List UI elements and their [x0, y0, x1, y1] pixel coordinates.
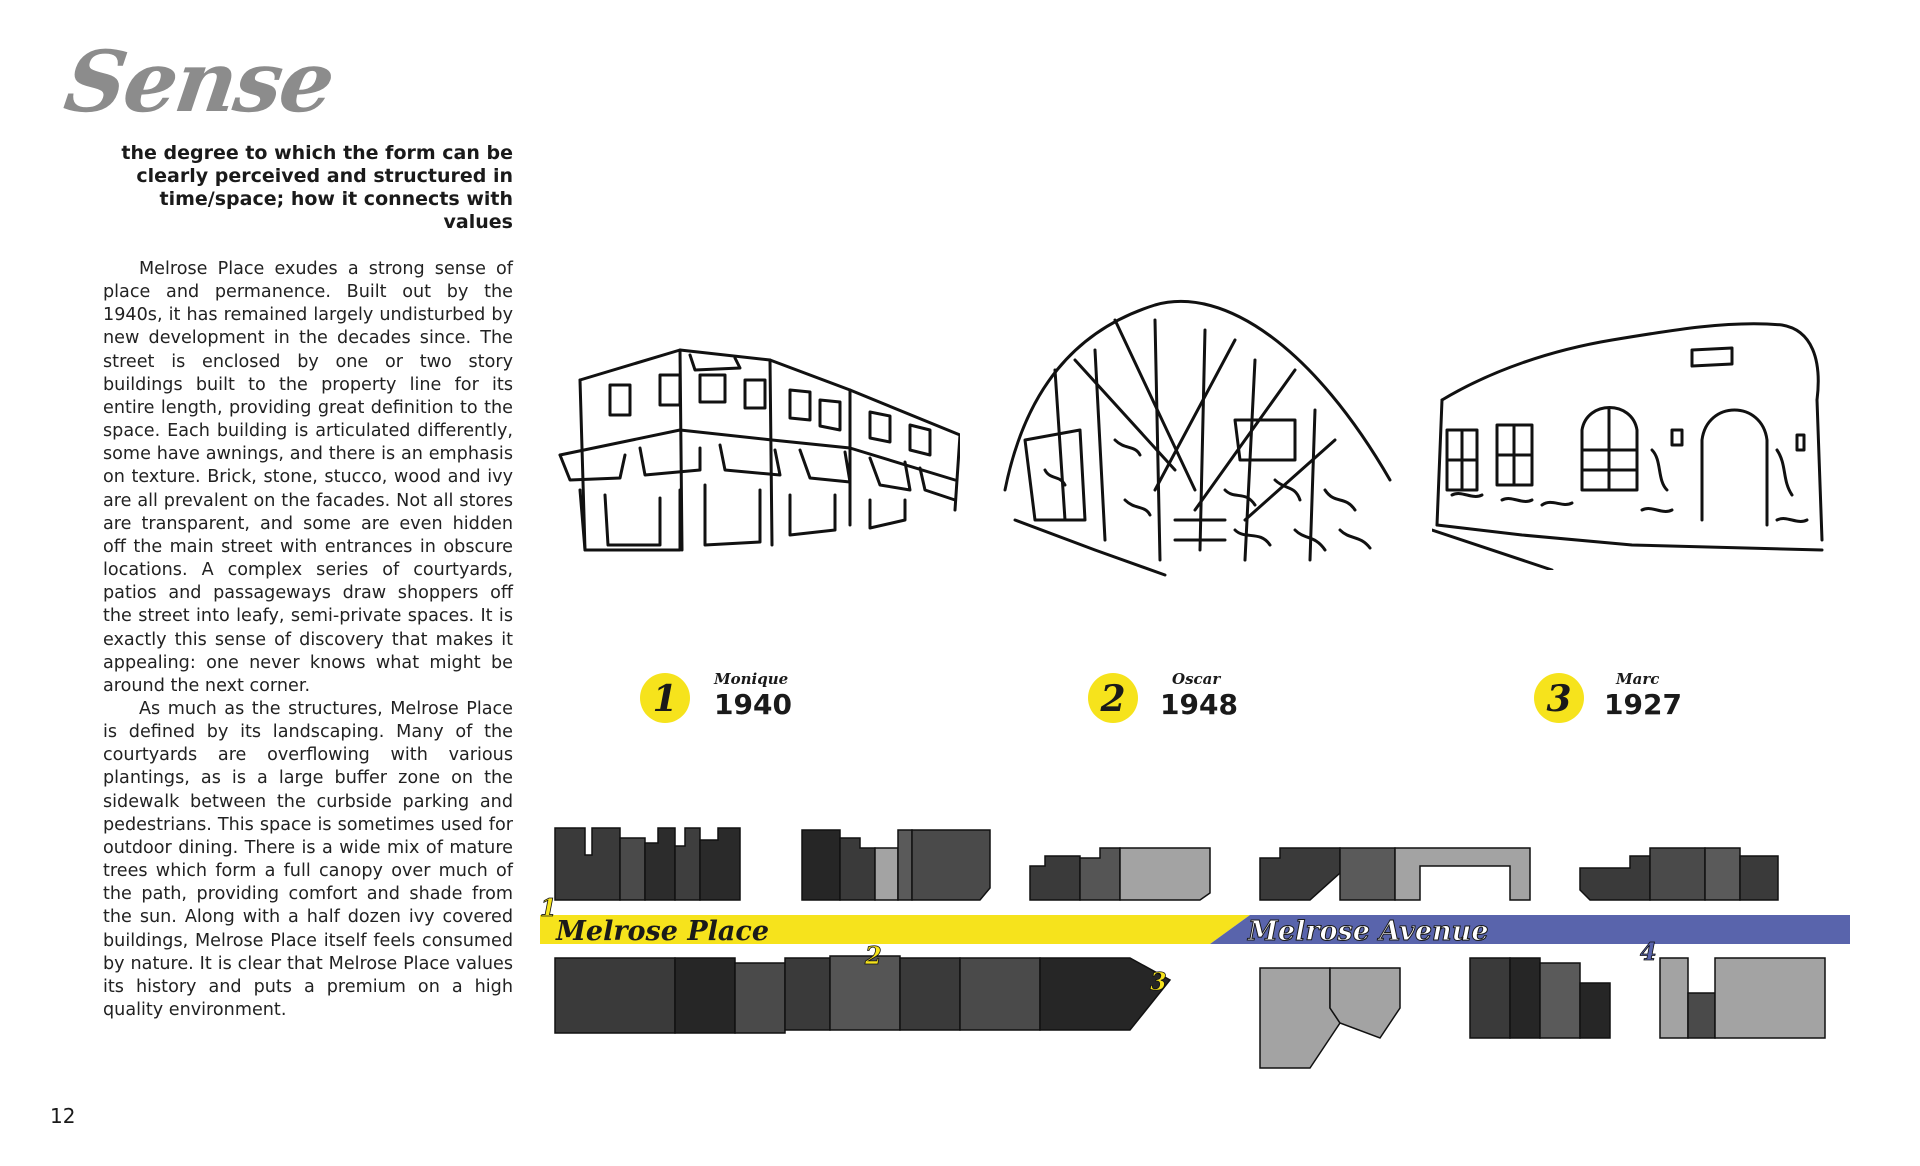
building-footprint — [1510, 958, 1540, 1038]
building-footprint — [1395, 848, 1530, 900]
building-footprint — [1120, 848, 1210, 900]
building-footprint — [1650, 848, 1705, 900]
sketch-2-name: Oscar — [1172, 670, 1221, 688]
building-footprint — [785, 958, 830, 1030]
building-footprint — [620, 838, 645, 900]
building-footprint — [802, 830, 840, 900]
building-footprint — [960, 958, 1040, 1030]
building-footprint — [1330, 968, 1400, 1038]
sketch-3-number: 3 — [1546, 678, 1572, 720]
map-marker-1: 1 — [540, 893, 557, 922]
building-footprint — [1540, 963, 1580, 1038]
melrose-avenue-street-label: Melrose Avenue — [1248, 916, 1489, 947]
sketch-1-number: 1 — [652, 678, 678, 720]
tree-covered-building-sketch-icon — [995, 290, 1395, 580]
page-number: 12 — [50, 1104, 76, 1128]
building-footprint — [1688, 993, 1715, 1038]
map-marker-3: 3 — [1150, 967, 1167, 996]
building-footprint — [900, 958, 960, 1030]
sketch-3-name: Marc — [1616, 670, 1660, 688]
building-footprint — [1030, 856, 1080, 900]
building-footprint — [675, 958, 735, 1033]
building-footprint — [555, 958, 675, 1033]
body-paragraph-2: As much as the structures, Melrose Place is defined by its landscaping. Many of the courtyards are overflowing with various plantings, as is a large buffer zone on the sidewalk between the curbside parking and pedestrians. This space is sometimes used for outdoor dining. There is a wide mix of mature trees which form a full canopy over much of the path, providing comfort and shade from the sun. Along with a half dozen ivy covered buildings, Melrose Place itself feels consumed by nature. It is clear that Melrose Place values its history and puts a premium on a high quality environment. — [103, 698, 513, 1020]
sketch-3-year: 1927 — [1604, 688, 1682, 721]
body-paragraph-1: Melrose Place exudes a strong sense of place and permanence. Built out by the 1940s, it has remained largely undisturbed by new development in the decades since. The street is enclosed by one or two story buildings built to the property line for its entire length, providing great definition to the space. Each building is articulated differently, some have awnings, and there is an emphasis on texture. Brick, stone, stucco, wood and ivy are all prevalent on the facades. Not all stores are transparent, and some are even hidden off the main street with entrances in obscure locations. A complex series of courtyards, patios and passageways draw shoppers off the street into leafy, semi-private spaces. It is exactly this sense of discovery that makes it appealing: one never knows what might be around the next corner. — [103, 259, 513, 696]
building-footprint — [1705, 848, 1740, 900]
building-footprint — [735, 963, 785, 1033]
page-subtitle: the degree to which the form can be clearly perceived and structured in time/space; how it connects with values — [121, 142, 513, 233]
building-footprint — [912, 830, 990, 900]
building-footprint — [1740, 856, 1778, 900]
building-footprint — [1260, 968, 1340, 1068]
building-footprint — [1715, 958, 1825, 1038]
building-footprint — [1580, 856, 1650, 900]
melrose-place-street-label: Melrose Place — [556, 916, 770, 947]
building-footprint — [645, 828, 675, 900]
building-footprint — [555, 828, 620, 900]
map-marker-2: 2 — [865, 941, 882, 970]
building-footprint — [1080, 848, 1120, 900]
body-text — [103, 258, 513, 1022]
building-footprint — [898, 830, 912, 900]
sketch-2-year: 1948 — [1160, 688, 1238, 721]
building-footprint — [700, 828, 740, 900]
map-marker-4: 4 — [1640, 937, 1657, 966]
building-footprint — [1660, 958, 1688, 1038]
building-footprint — [1470, 958, 1510, 1038]
building-footprint — [1260, 848, 1340, 900]
sketch-1-name: Monique — [714, 670, 789, 688]
building-footprint — [1340, 848, 1395, 900]
sketch-2-number-badge — [1088, 673, 1138, 723]
corner-storefront-sketch-icon — [550, 330, 960, 560]
sketch-3-number-badge — [1534, 673, 1584, 723]
sketch-2-number: 2 — [1100, 678, 1126, 720]
ivy-covered-building-sketch-icon — [1432, 320, 1832, 570]
page-title: Sense — [59, 32, 339, 131]
building-footprint — [1580, 983, 1610, 1038]
building-footprint — [840, 838, 875, 900]
sketch-1-number-badge — [640, 673, 690, 723]
sketch-1-year: 1940 — [714, 688, 792, 721]
site-plan-map — [540, 808, 1850, 1078]
building-footprint — [675, 828, 700, 900]
building-footprint — [875, 848, 898, 900]
